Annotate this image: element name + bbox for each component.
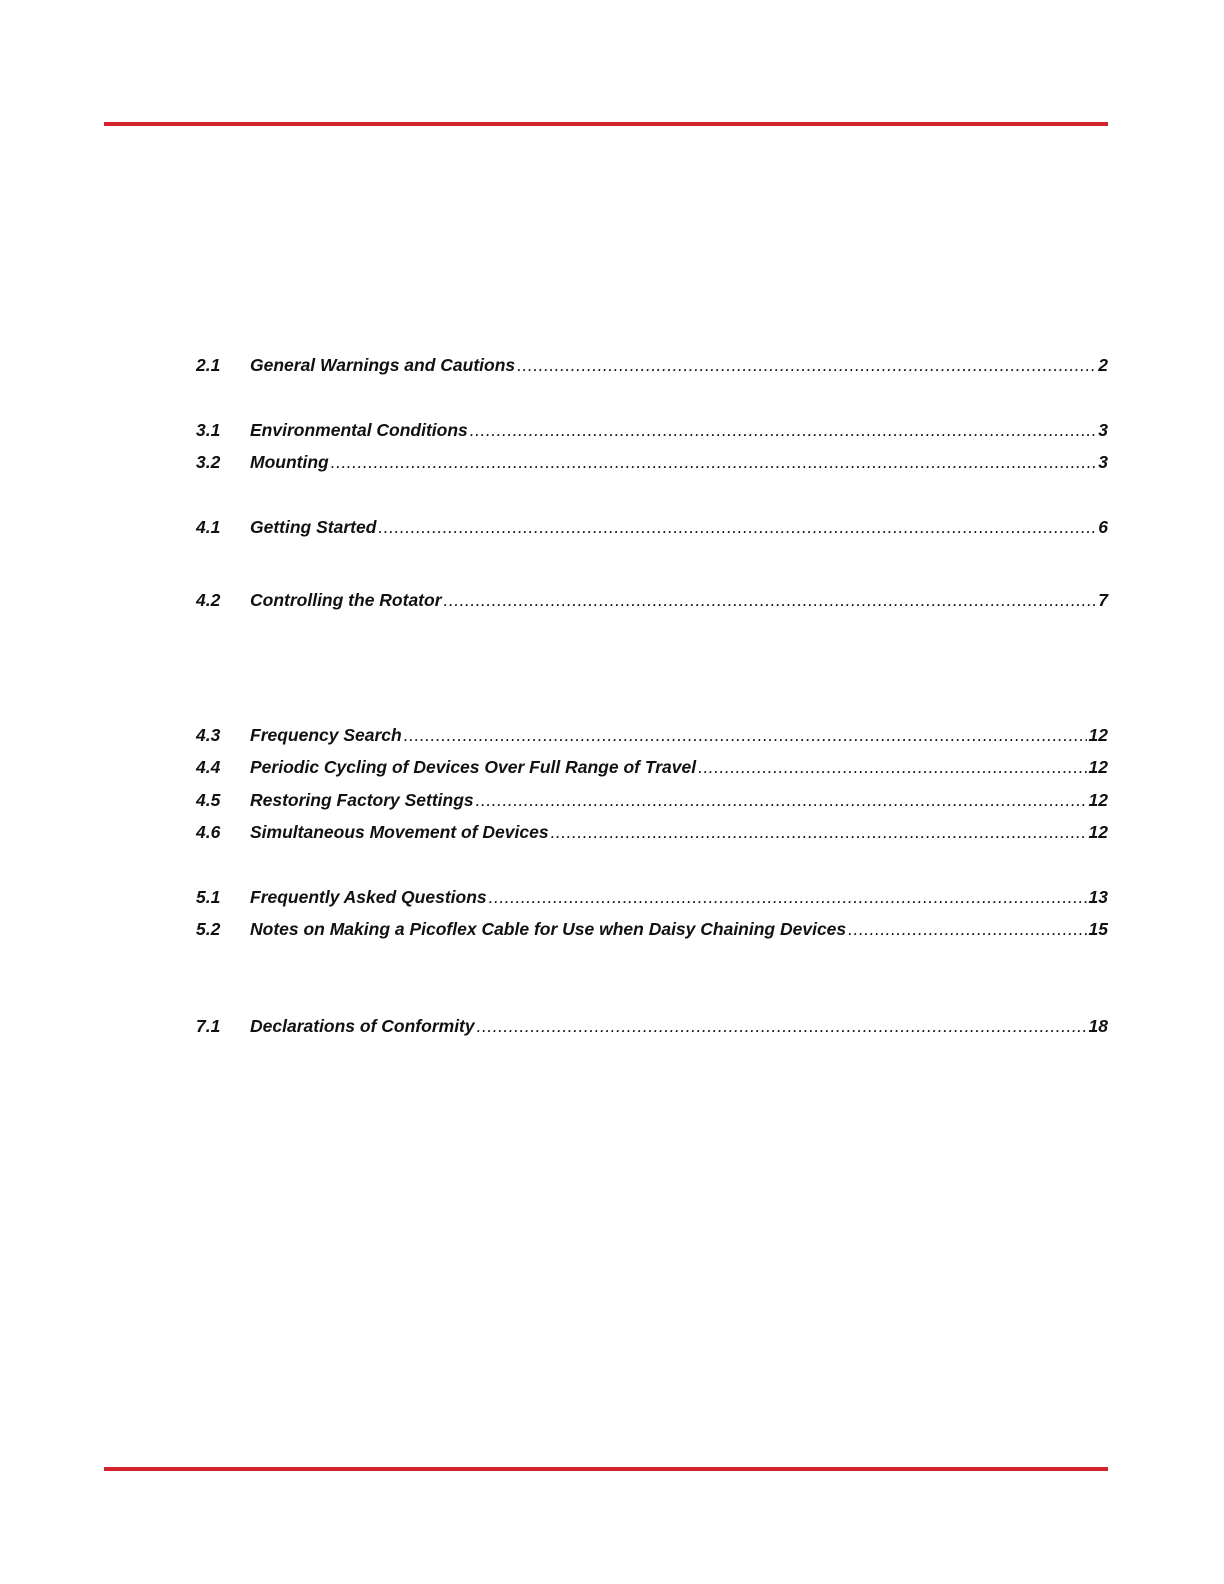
toc-dot-leader	[489, 887, 1087, 908]
toc-entry-page: 3	[1098, 452, 1108, 472]
toc-dot-leader	[551, 822, 1087, 843]
toc-entry-page: 7	[1098, 590, 1108, 610]
toc-entry-title: Periodic Cycling of Devices Over Full Range of Travel	[250, 757, 697, 777]
toc-entry-page: 13	[1088, 887, 1108, 907]
toc-entry-page: 3	[1098, 420, 1108, 440]
toc-dot-leader	[331, 452, 1097, 473]
toc-entry-title: General Warnings and Cautions	[250, 355, 516, 375]
toc-dot-leader	[404, 725, 1087, 746]
toc-entry-number: 4.4	[196, 757, 221, 777]
toc-entry[interactable]	[196, 1016, 1108, 1040]
toc-entry-number: 2.1	[196, 355, 221, 375]
toc-entry[interactable]	[196, 887, 1108, 911]
toc-entry-title: Frequently Asked Questions	[250, 887, 487, 907]
toc-entry-number: 3.1	[196, 420, 221, 440]
toc-entry[interactable]	[196, 822, 1108, 846]
toc-entry-page: 12	[1088, 757, 1108, 777]
toc-dot-leader	[698, 757, 1086, 778]
toc-entry-title: Mounting	[250, 452, 329, 472]
toc-entry-page: 12	[1088, 822, 1108, 842]
toc-entry-title: Environmental Conditions	[250, 420, 468, 440]
toc-entry-number: 5.1	[196, 887, 221, 907]
toc-entry-number: 4.6	[196, 822, 221, 842]
toc-entry-title: Restoring Factory Settings	[250, 790, 474, 810]
toc-entry-title: Controlling the Rotator	[250, 590, 442, 610]
toc-dot-leader	[378, 517, 1096, 538]
toc-entry-number: 5.2	[196, 919, 221, 939]
toc-entry-page: 6	[1098, 517, 1108, 537]
toc-entry-page: 2	[1098, 355, 1108, 375]
toc-entry-page: 18	[1088, 1016, 1108, 1036]
toc-entry[interactable]	[196, 517, 1108, 541]
toc-dot-leader	[517, 355, 1096, 376]
toc-entry-number: 4.2	[196, 590, 221, 610]
toc-entry-title: Declarations of Conformity	[250, 1016, 475, 1036]
toc-entry[interactable]	[196, 790, 1108, 814]
toc-entry[interactable]	[196, 757, 1108, 781]
toc-entry-number: 3.2	[196, 452, 221, 472]
toc-entry-number: 7.1	[196, 1016, 221, 1036]
toc-entry-page: 12	[1088, 790, 1108, 810]
toc-entry-number: 4.1	[196, 517, 221, 537]
toc-entry[interactable]	[196, 590, 1108, 614]
toc-entry[interactable]	[196, 725, 1108, 749]
toc-entry-number: 4.5	[196, 790, 221, 810]
toc-entry-title: Getting Started	[250, 517, 377, 537]
toc-entry-page: 12	[1088, 725, 1108, 745]
toc-entry-title: Frequency Search	[250, 725, 402, 745]
toc-dot-leader	[470, 420, 1096, 441]
toc-entry[interactable]	[196, 452, 1108, 476]
toc-entry-page: 15	[1088, 919, 1108, 939]
toc-entry-title: Simultaneous Movement of Devices	[250, 822, 549, 842]
footer-rule	[104, 1467, 1108, 1471]
toc-entry[interactable]	[196, 355, 1108, 379]
toc-entry[interactable]	[196, 919, 1108, 943]
toc-dot-leader	[476, 790, 1087, 811]
toc-dot-leader	[848, 919, 1086, 940]
toc-entry[interactable]	[196, 420, 1108, 444]
toc-entry-title: Notes on Making a Picoflex Cable for Use when Daisy Chaining Devices	[250, 919, 847, 939]
toc-dot-leader	[477, 1016, 1087, 1037]
header-rule	[104, 122, 1108, 126]
toc-entry-number: 4.3	[196, 725, 221, 745]
toc-dot-leader	[444, 590, 1097, 611]
